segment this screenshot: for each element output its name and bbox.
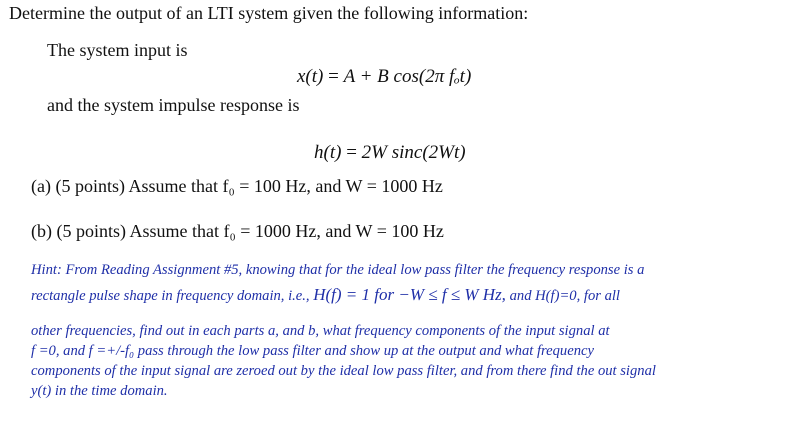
impulse-equation-rhs: 2W sinc(2Wt) bbox=[361, 142, 466, 163]
impulse-equation bbox=[314, 142, 466, 164]
input-equation bbox=[297, 66, 471, 88]
impulse-intro: and the system impulse response is bbox=[47, 95, 300, 115]
input-equation-lhs: x(t) bbox=[297, 66, 324, 87]
hint-line-4: f =0, and f =+/-f₀ pass through the low pass filter and show up at the output and what frequency bbox=[31, 343, 594, 359]
hint-line-2-text: rectangle pulse shape in frequency domain, i.e., bbox=[31, 288, 310, 304]
part-a: (a) (5 points) Assume that f₀ = 100 Hz, and W = 1000 Hz bbox=[31, 176, 443, 196]
hint-line-2-tail: and H(f)=0, for all bbox=[509, 288, 620, 304]
input-equation-rhs: A + B cos(2π fₒt) bbox=[343, 66, 472, 87]
hint-line-1: Hint: From Reading Assignment #5, knowing that for the ideal low pass filter the frequency response is a bbox=[31, 262, 645, 278]
hint-line-3: other frequencies, find out in each parts a, and b, what frequency components of the input signal at bbox=[31, 323, 610, 339]
hint-line-2-math: H(f) = 1 for −W ≤ f ≤ W Hz, bbox=[313, 285, 506, 304]
input-intro: The system input is bbox=[47, 40, 188, 60]
hint-line-6: y(t) in the time domain. bbox=[31, 383, 168, 399]
part-b: (b) (5 points) Assume that f₀ = 1000 Hz, and W = 100 Hz bbox=[31, 221, 444, 241]
impulse-equation-eq: = bbox=[346, 142, 357, 163]
hint-line-2 bbox=[31, 285, 620, 305]
problem-title: Determine the output of an LTI system given the following information: bbox=[9, 3, 529, 23]
hint-line-5: components of the input signal are zeroed out by the ideal low pass filter, and from there find the out signal bbox=[31, 363, 656, 379]
impulse-equation-lhs: h(t) bbox=[314, 142, 342, 163]
input-equation-eq: = bbox=[328, 66, 339, 87]
